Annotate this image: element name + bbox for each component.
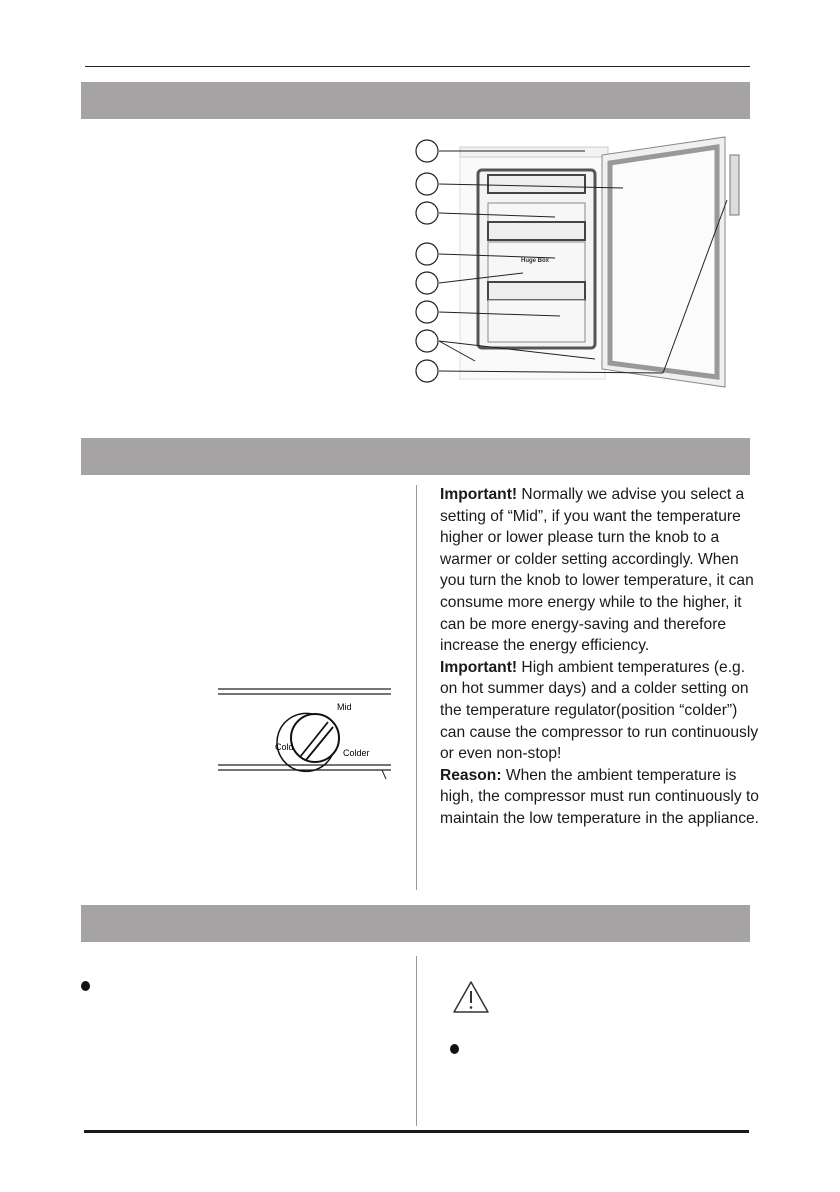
bullet-icon bbox=[450, 1044, 459, 1054]
column-divider bbox=[416, 485, 417, 890]
dial-label-colder: Colder bbox=[343, 748, 370, 758]
temperature-setting-text bbox=[440, 484, 760, 830]
top-cover bbox=[460, 147, 608, 157]
callout-circles bbox=[416, 140, 438, 382]
dial-label-cold: Cold bbox=[275, 742, 294, 752]
freezer-illustration bbox=[405, 125, 770, 395]
dial-label-mid: Mid bbox=[337, 702, 352, 712]
temperature-dial-illustration bbox=[218, 685, 393, 780]
paragraph-important-1: Important! Normally we advise you select a setting of “Mid”, if you want the temperature higher or lower please turn the knob to a warmer or colder setting accordingly. When you turn the knob to lower temperature, it can consume more energy while to the higher, it can be more energy-saving and therefore increase the energy efficiency. bbox=[440, 486, 754, 655]
footer-rule bbox=[84, 1130, 749, 1133]
warning-triangle-icon bbox=[451, 979, 491, 1015]
door-gasket bbox=[610, 147, 717, 377]
paragraph-reason: Reason: When the ambient temperature is high, the compressor must run continuously to maintain the low temperature in the appliance. bbox=[440, 766, 759, 827]
door-handle bbox=[730, 155, 739, 215]
drawer-label: Huge Box bbox=[521, 258, 550, 264]
bullet-icon bbox=[81, 981, 90, 991]
section-header-bar-2 bbox=[81, 438, 750, 475]
section-header-bar-3 bbox=[81, 905, 750, 942]
header-rule bbox=[85, 66, 750, 67]
paragraph-important-2: Important! High ambient temperatures (e.g. on hot summer days) and a colder setting on the temperature regulator(position “colder”) can cause the compressor to run continuously or even non-stop! bbox=[440, 658, 759, 763]
column-divider-2 bbox=[416, 956, 417, 1126]
section-header-bar-1 bbox=[81, 82, 750, 119]
